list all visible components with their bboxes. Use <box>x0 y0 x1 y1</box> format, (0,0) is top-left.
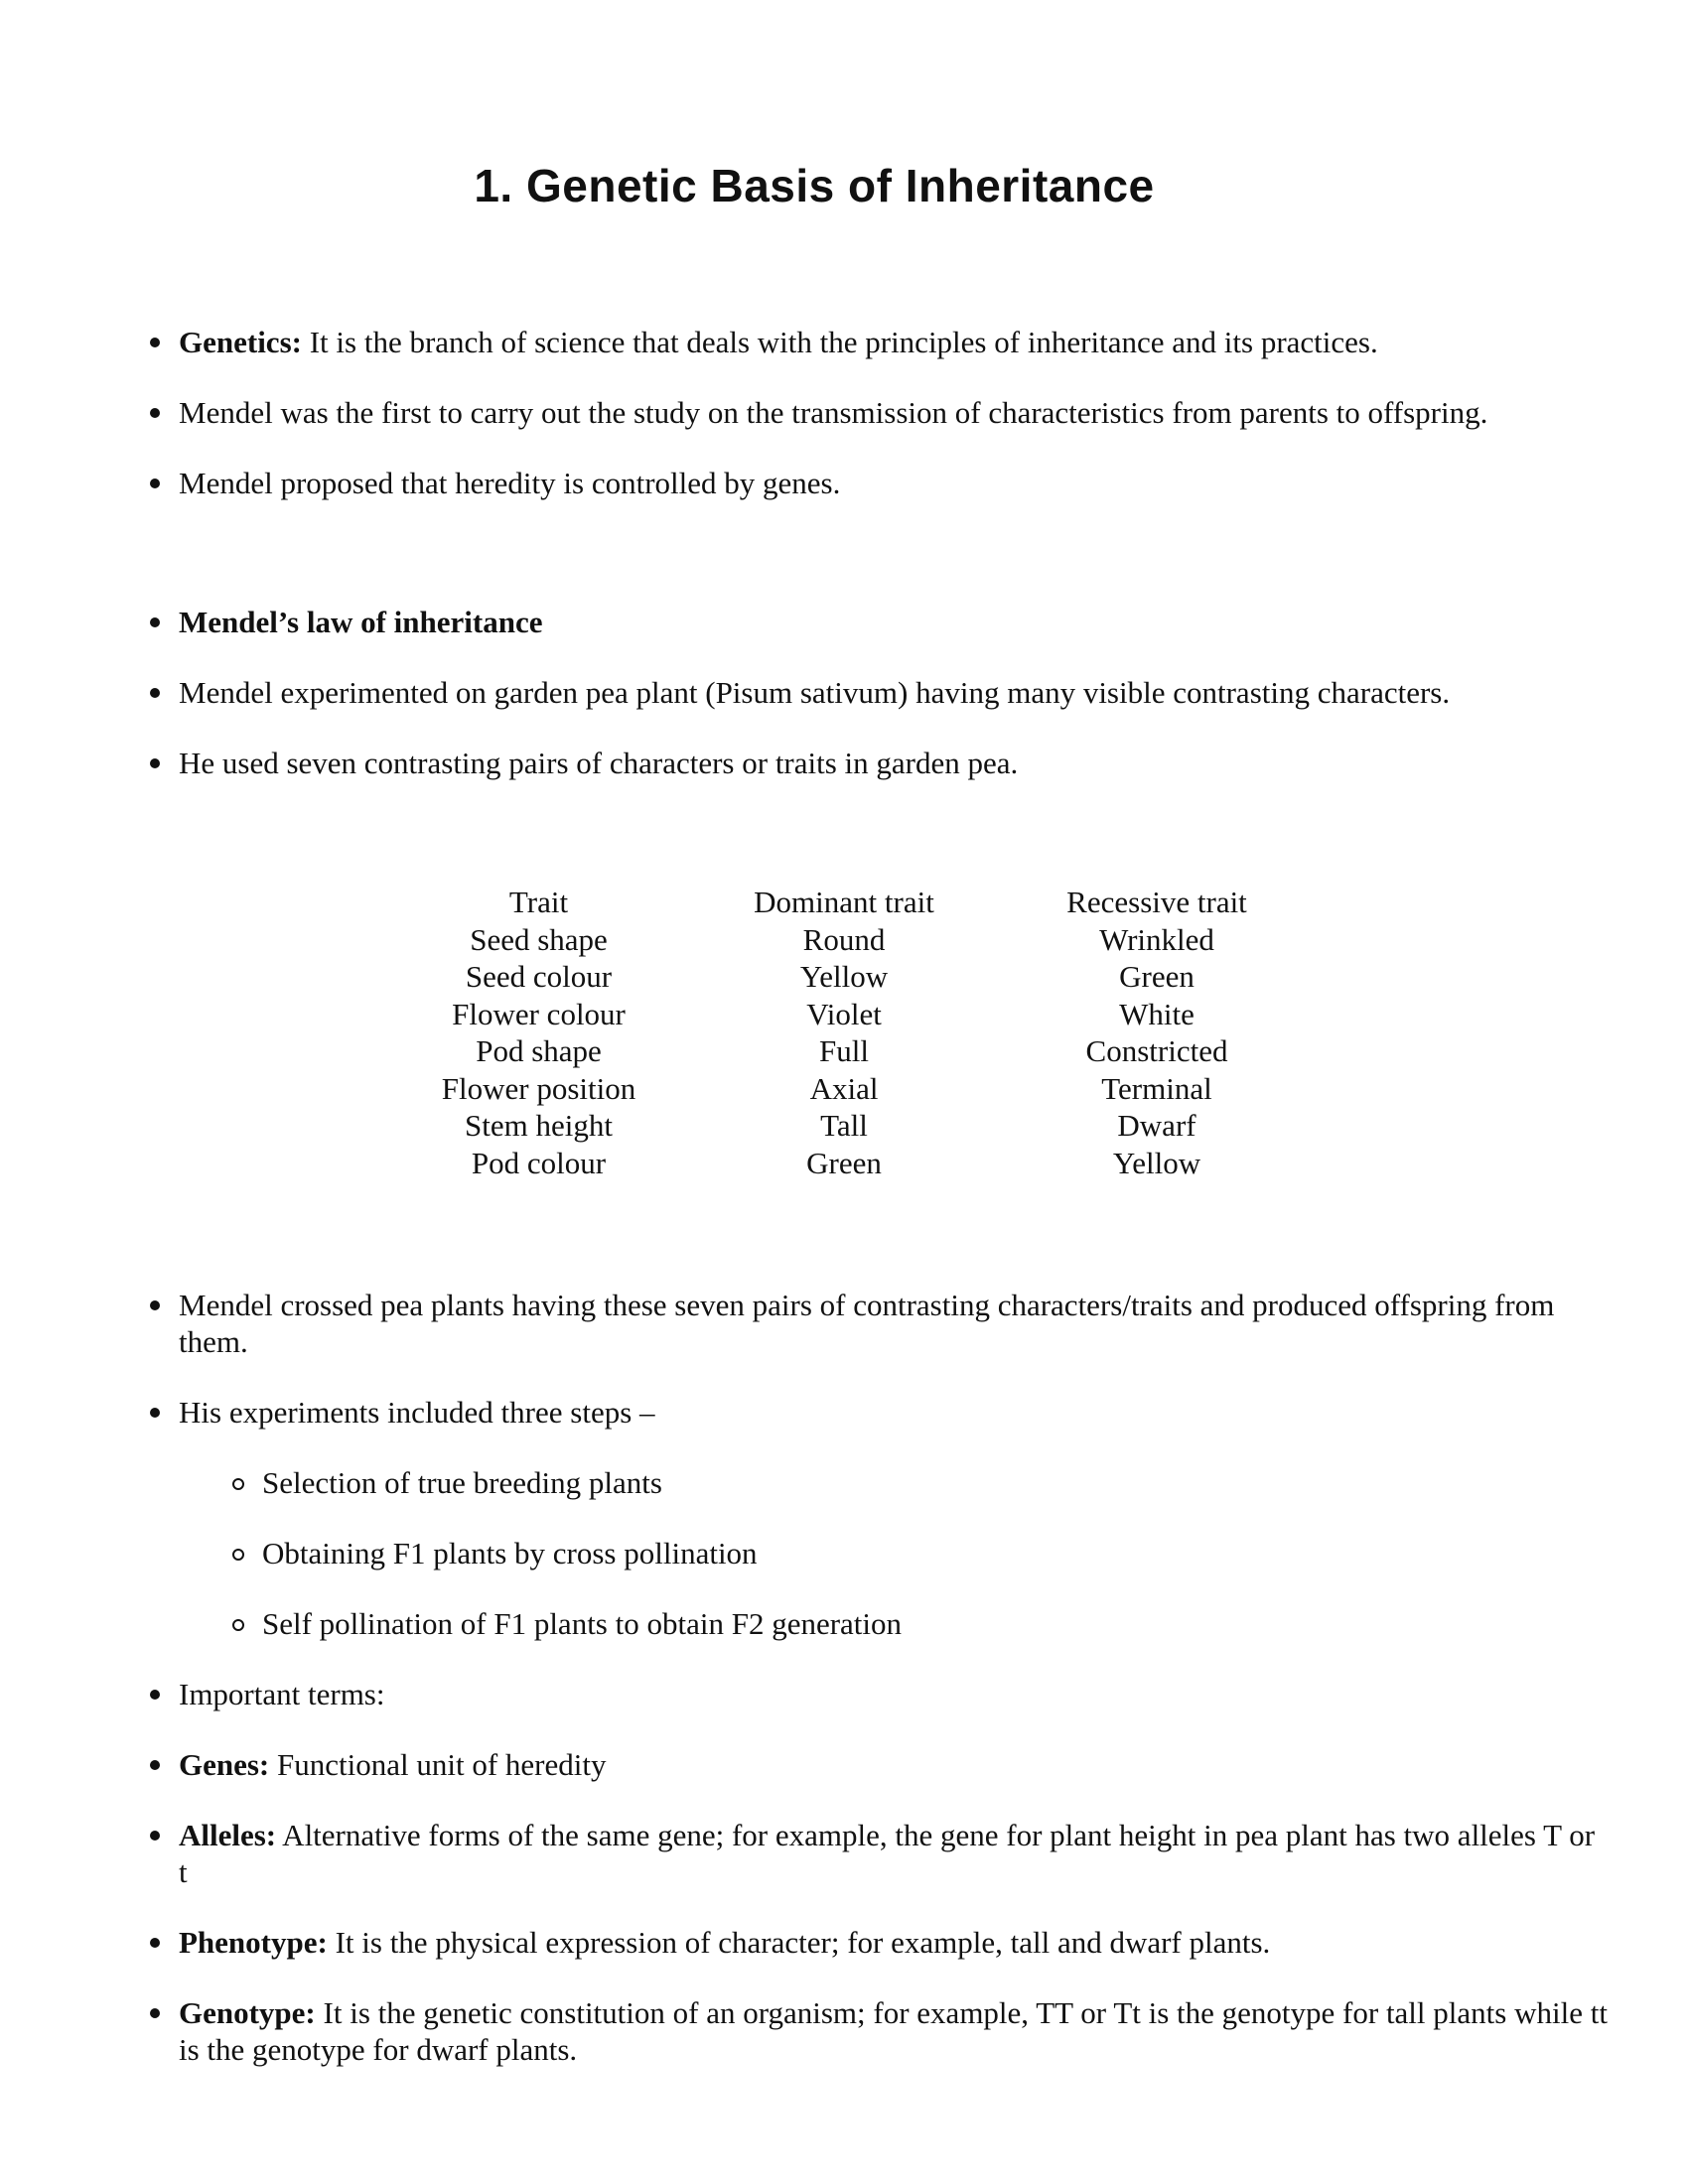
term-label: Genotype: <box>179 1995 316 2030</box>
table-cell: Dwarf <box>1117 1108 1196 1143</box>
item-text: His experiments included three steps – <box>179 1395 655 1430</box>
list-item <box>179 1676 1609 1712</box>
table-cell: Pod colour <box>471 1145 607 1180</box>
table-cell: Round <box>802 921 886 957</box>
table-cell: Yellow <box>1112 1145 1201 1180</box>
table-cell: Tall <box>820 1108 868 1143</box>
term-label: Phenotype: <box>179 1925 328 1960</box>
list-item <box>179 745 1609 781</box>
table-row <box>417 996 1286 1033</box>
column-header: Trait <box>508 885 569 919</box>
section-heading: Mendel’s law of inheritance <box>179 605 543 639</box>
list-item <box>179 1817 1609 1890</box>
table-header-row <box>417 884 1286 921</box>
item-text: Alternative forms of the same gene; for example, the gene for plant height in pea plant has two alleles T or t <box>179 1818 1596 1889</box>
table-cell: Full <box>819 1033 869 1068</box>
column-header: Dominant trait <box>754 885 934 919</box>
table-row <box>417 1145 1286 1182</box>
trait-table <box>417 884 1286 1181</box>
table-cell: White <box>1119 996 1195 1031</box>
list-item <box>179 1994 1609 2068</box>
item-text: He used seven contrasting pairs of characters or traits in garden pea. <box>179 746 1019 780</box>
list-item <box>179 1746 1609 1783</box>
law-list <box>179 604 1609 815</box>
table-row <box>417 958 1286 996</box>
table-cell: Flower colour <box>452 996 626 1031</box>
table-cell: Flower position <box>441 1070 636 1106</box>
term-label: Alleles: <box>179 1818 277 1852</box>
page-title: 1. Genetic Basis of Inheritance <box>474 160 1155 211</box>
table-cell: Green <box>806 1145 882 1180</box>
step-text: Obtaining F1 plants by cross pollination <box>262 1536 758 1570</box>
sub-list-item <box>262 1535 1609 1571</box>
table-cell: Seed shape <box>470 921 608 957</box>
sub-list-item <box>262 1464 1609 1501</box>
list-item <box>179 324 1609 360</box>
table-cell: Violet <box>806 996 882 1031</box>
list-item <box>179 674 1609 711</box>
experiments-list <box>179 1287 1609 2102</box>
step-text: Self pollination of F1 plants to obtain F2 generation <box>262 1606 903 1641</box>
term-label: Genes: <box>179 1747 270 1782</box>
step-text: Selection of true breeding plants <box>262 1465 662 1500</box>
column-header: Recessive trait <box>1066 885 1247 919</box>
term-label: Genetics: <box>179 325 302 359</box>
list-item <box>179 1924 1609 1961</box>
table-row <box>417 1070 1286 1108</box>
list-item <box>179 394 1609 431</box>
table-cell: Terminal <box>1101 1070 1212 1106</box>
item-text: Mendel proposed that heredity is controlled by genes. <box>179 466 841 500</box>
table-cell: Axial <box>809 1070 879 1106</box>
table-cell: Stem height <box>465 1108 613 1143</box>
intro-list <box>179 324 1609 535</box>
table-cell: Pod shape <box>476 1033 602 1068</box>
item-text: It is the branch of science that deals with the principles of inheritance and its practices. <box>301 325 1378 359</box>
sub-list-item <box>262 1605 1609 1642</box>
list-item <box>179 604 1609 640</box>
list-item <box>179 1287 1609 1360</box>
item-text: Mendel experimented on garden pea plant (Pisum sativum) having many visible contrasting characters. <box>179 675 1451 710</box>
item-text: Mendel crossed pea plants having these seven pairs of contrasting characters/traits and produced offspring from them. <box>179 1288 1555 1359</box>
item-text: Important terms: <box>179 1677 385 1711</box>
item-text: Functional unit of heredity <box>269 1747 607 1782</box>
list-item <box>179 1394 1609 1431</box>
table-row <box>417 1107 1286 1145</box>
table-row <box>417 921 1286 959</box>
item-text: It is the physical expression of character; for example, tall and dwarf plants. <box>327 1925 1271 1960</box>
item-text: Mendel was the first to carry out the study on the transmission of characteristics from parents to offspring. <box>179 395 1488 430</box>
table-cell: Green <box>1119 959 1195 994</box>
table-cell: Wrinkled <box>1099 921 1214 957</box>
table-cell: Seed colour <box>465 959 613 994</box>
table-cell: Constricted <box>1085 1033 1228 1068</box>
item-text: It is the genetic constitution of an organism; for example, TT or Tt is the genotype for tall plants while tt is the genotype for dwarf plants. <box>179 1995 1608 2067</box>
table-cell: Yellow <box>799 959 889 994</box>
table-row <box>417 1032 1286 1070</box>
list-item <box>179 465 1609 501</box>
